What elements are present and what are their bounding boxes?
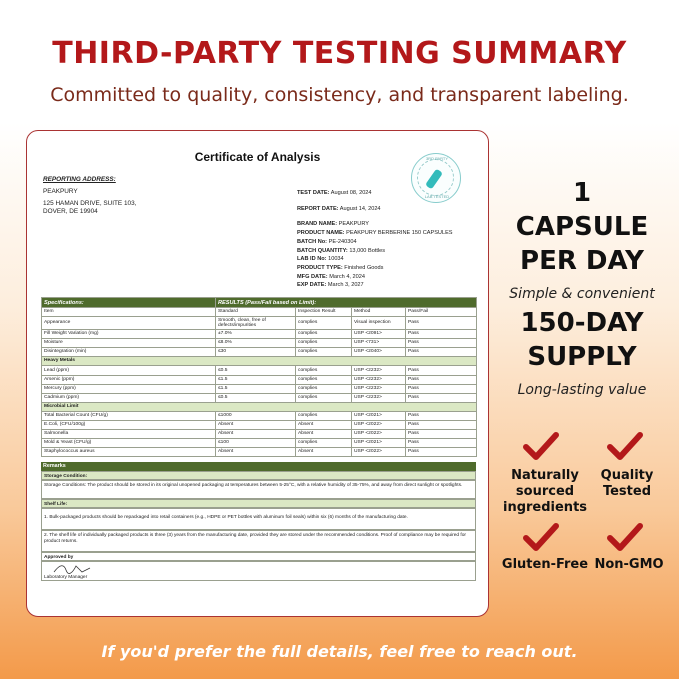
table-cell: USP <2232> — [352, 393, 406, 402]
table-cell: Absent — [296, 448, 352, 457]
table-cell: Pass — [406, 366, 477, 375]
table-cell: complies — [296, 439, 352, 448]
table-cell: ≤0.5 — [216, 393, 296, 402]
table-cell: USP <2232> — [352, 366, 406, 375]
reporting-address — [43, 176, 136, 217]
table-cell: complies — [296, 393, 352, 402]
table-cell: complies — [296, 375, 352, 384]
check-icon — [607, 523, 643, 553]
table-cell: complies — [296, 366, 352, 375]
table-row — [42, 421, 477, 430]
table-cell: Total Bacterial Count (CFU/g) — [42, 411, 216, 420]
address-line: PEAKPURY — [43, 188, 78, 196]
table-cell: Mold & Yeast (CFU/g) — [42, 439, 216, 448]
approver-title: Laboratory Manager — [44, 575, 88, 580]
address-line: 125 HAMAN DRIVE, SUITE 103, — [43, 199, 137, 207]
table-cell: complies — [296, 317, 352, 330]
product-type: PRODUCT TYPE: Finished Goods — [297, 264, 384, 271]
table-cell: Pass — [406, 448, 477, 457]
product-name: PRODUCT NAME: PEAKPURY BERBERINE 150 CAPSULES — [297, 230, 453, 237]
remarks-header: Remarks — [41, 462, 476, 471]
table-row — [42, 366, 477, 375]
batch-quantity: BATCH QUANTITY: 13,000 Bottles — [297, 247, 386, 254]
table-cell: USP <2021> — [352, 439, 406, 448]
column-header-row — [42, 308, 477, 317]
table-cell: ≤8.0% — [216, 339, 296, 348]
check-icon — [523, 523, 559, 553]
table-row — [42, 348, 477, 357]
table-row — [42, 411, 477, 420]
approved-by-label: Approved by — [41, 552, 476, 561]
table-cell: E.Coli, (CFU/100g) — [42, 421, 216, 430]
table-cell: Pass — [406, 411, 477, 420]
table-row — [42, 317, 477, 330]
signature-icon — [52, 562, 92, 576]
lab-id: LAB ID No: 10034 — [297, 256, 344, 263]
table-cell: Pass — [406, 430, 477, 439]
table-cell: USP <731> — [352, 339, 406, 348]
shelf-life-1: 1. Bulk-packaged products should be repackaged into retail containers (e.g., HDPE or PET bottles with aluminum foil seals) within six (6) months of the manufacturing date. — [41, 508, 476, 530]
table-row — [42, 330, 477, 339]
table-section-row — [42, 402, 477, 411]
table-cell: ±7.0% — [216, 330, 296, 339]
brand-name: BRAND NAME: PEAKPURY — [297, 221, 370, 228]
table-cell: USP <2021> — [352, 411, 406, 420]
section-label: Heavy Metals — [42, 357, 477, 366]
table-cell: complies — [296, 411, 352, 420]
approval-signature — [41, 561, 476, 581]
table-row — [42, 375, 477, 384]
table-cell: Pass — [406, 393, 477, 402]
column-header: Pass/Fail — [406, 308, 477, 317]
capsule-block — [492, 176, 672, 302]
table-cell: Absent — [216, 430, 296, 439]
specifications-header: Specifications: — [42, 298, 216, 308]
badge-top-text: 3RD PARTY — [425, 156, 449, 161]
table-cell: Absent — [296, 430, 352, 439]
badge-bottom-text: LAB TESTED — [424, 194, 450, 199]
table-cell: Salmonella — [42, 430, 216, 439]
specifications-table — [41, 297, 477, 457]
table-cell: ≤30 — [216, 348, 296, 357]
feature-natural: Naturally sourced ingredients — [502, 468, 588, 515]
table-cell: Smooth, clean, free of defects/impurities — [216, 317, 296, 330]
report-date: REPORT DATE: August 14, 2024 — [297, 205, 381, 212]
mfg-date: MFG DATE: March 4, 2024 — [297, 273, 365, 280]
footer-text: If you'd prefer the full details, feel free to reach out. — [101, 642, 578, 661]
table-cell: Absent — [216, 421, 296, 430]
table-cell: Pass — [406, 375, 477, 384]
table-row — [42, 448, 477, 457]
table-cell: Staphylococcus aureus — [42, 448, 216, 457]
table-row — [42, 393, 477, 402]
table-cell: complies — [296, 339, 352, 348]
results-header: RESULTS (Pass/Fail based on Limit): — [216, 298, 477, 308]
table-row — [42, 384, 477, 393]
shelf-life-2: 2. The shelf life of individually packaged products is three (3) years from the manufacturing date, provided they are stored under the recommended conditions. Proof of compliance may be required for product returns. — [41, 530, 476, 552]
table-cell: Pass — [406, 439, 477, 448]
table-cell: USP <2232> — [352, 384, 406, 393]
storage-label: Storage Condition: — [41, 471, 476, 480]
table-cell: complies — [296, 348, 352, 357]
test-date: TEST DATE: August 08, 2024 — [297, 190, 372, 196]
column-header: Method — [352, 308, 406, 317]
table-cell: USP <2091> — [352, 330, 406, 339]
table-cell: Pass — [406, 384, 477, 393]
table-cell: Cadmium (ppm) — [42, 393, 216, 402]
table-row — [42, 439, 477, 448]
feature-gluten-free: Gluten-Free — [501, 557, 589, 572]
table-cell: USP <2232> — [352, 375, 406, 384]
column-header: Standard — [216, 308, 296, 317]
address-line: DOVER, DE 19904 — [43, 208, 98, 216]
page-subhead: Committed to quality, consistency, and transparent labeling. — [50, 84, 629, 106]
certificate-info — [297, 189, 453, 290]
table-cell: Appearance — [42, 317, 216, 330]
storage-text: Storage Conditions: The product should be stored in its original unopened packaging at temperatures between 5-25°C, with a relative humidity of 35-75%, and away from direct sunlight or spotlights. — [41, 480, 476, 499]
table-cell: ≤1.5 — [216, 375, 296, 384]
feature-quality: Quality Tested — [600, 468, 654, 499]
table-cell: ≤1.5 — [216, 384, 296, 393]
address-label: REPORTING ADDRESS: — [43, 176, 116, 183]
shelf-life-label: Shelf Life: — [41, 499, 476, 508]
table-cell: ≤100 — [216, 439, 296, 448]
supply-subtext: Long-lasting value — [517, 382, 647, 398]
supply-block — [492, 306, 672, 398]
page-headline: THIRD-PARTY TESTING SUMMARY — [52, 36, 627, 71]
table-cell: Pass — [406, 317, 477, 330]
table-cell: Moisture — [42, 339, 216, 348]
section-label: Microbial Limit — [42, 402, 477, 411]
table-cell: Mercury (ppm) — [42, 384, 216, 393]
check-icon — [523, 432, 559, 462]
table-cell: Fill Weight Variation (mg) — [42, 330, 216, 339]
capsule-per-day-text: 1 CAPSULE PER DAY — [515, 178, 649, 276]
table-cell: Lead (ppm) — [42, 366, 216, 375]
table-cell: Visual inspection — [352, 317, 406, 330]
table-cell: Pass — [406, 348, 477, 357]
exp-date: EXP DATE: March 3, 2027 — [297, 282, 364, 289]
table-cell: Pass — [406, 421, 477, 430]
table-cell: Absent — [296, 421, 352, 430]
table-cell: USP <2022> — [352, 421, 406, 430]
table-cell: Pass — [406, 330, 477, 339]
table-cell: USP <2022> — [352, 448, 406, 457]
table-cell: complies — [296, 330, 352, 339]
table-cell: USP <2022> — [352, 430, 406, 439]
remarks-section — [41, 462, 476, 581]
table-header-row — [42, 298, 477, 308]
table-row — [42, 430, 477, 439]
table-cell: Arsenic (ppm) — [42, 375, 216, 384]
column-header: Inspection Result — [296, 308, 352, 317]
table-cell: USP <2040> — [352, 348, 406, 357]
table-cell: ≤1000 — [216, 411, 296, 420]
capsule-subtext: Simple & convenient — [509, 286, 655, 302]
feature-non-gmo: Non-GMO — [594, 557, 664, 572]
table-section-row — [42, 357, 477, 366]
table-cell: Pass — [406, 339, 477, 348]
table-cell: Absent — [216, 448, 296, 457]
batch-number: BATCH No: PE-240304 — [297, 238, 357, 245]
table-cell: complies — [296, 384, 352, 393]
table-row — [42, 339, 477, 348]
table-cell: Disintegration (min) — [42, 348, 216, 357]
table-cell: ≤0.5 — [216, 366, 296, 375]
certificate-card — [26, 130, 489, 617]
column-header: Item — [42, 308, 216, 317]
supply-text: 150-DAY SUPPLY — [520, 308, 644, 372]
certificate-title: Certificate of Analysis — [194, 150, 321, 164]
check-icon — [607, 432, 643, 462]
